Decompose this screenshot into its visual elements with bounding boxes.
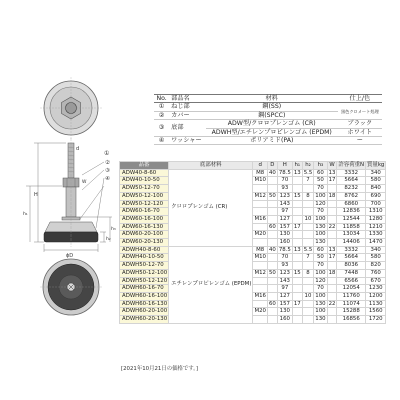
spec-cell-h: 70: [277, 177, 292, 185]
callout-1: ①: [104, 150, 110, 157]
material-cell: エチレンプロピレンゴム (EPDM): [169, 246, 253, 323]
part-material: ADW型/クロロプレンゴム (CR): [206, 120, 338, 128]
spec-cell-h2: [302, 200, 314, 208]
spec-cell-mass: 1210: [366, 223, 386, 231]
spec-cell-h3: 130: [315, 223, 326, 230]
spec-cell-h1: 13: [293, 246, 301, 253]
table-row: [120, 277, 386, 285]
spec-table: [119, 161, 386, 324]
spec-cell-d: M16: [254, 292, 266, 299]
table-row: [120, 239, 386, 247]
spec-cell-h: 160: [277, 239, 292, 247]
spec-cell-h: 78.5: [278, 169, 291, 176]
spec-cell-d: M12: [254, 192, 266, 199]
spec-cell-mass: 820: [366, 262, 386, 270]
spec-cell-d: [267, 292, 277, 300]
spec-cell-h2: 8: [302, 269, 314, 277]
spec-cell-h: 160: [277, 316, 292, 324]
spec-cell-d: [267, 285, 277, 293]
spec-cell-w: [327, 208, 337, 216]
table-row: [120, 169, 386, 177]
dim-thread-label: d: [76, 146, 80, 152]
spec-cell-w: [327, 277, 337, 285]
spec-cell-model: ADW50-12-70: [120, 185, 169, 193]
dim-width-label: W: [82, 180, 87, 185]
table-row: [120, 177, 386, 185]
spec-cell-d: [267, 262, 277, 270]
spec-cell-h3: 100: [315, 269, 326, 276]
spec-cell-model: ADW60-16-100: [120, 215, 169, 223]
spec-cell-model: ADWH40-8-60: [120, 246, 169, 254]
spec-cell-h2: [302, 223, 314, 231]
spec-cell-w: [327, 316, 337, 324]
part-no: ④: [154, 137, 169, 145]
callout-2: ②: [105, 160, 110, 166]
spec-cell-model: ADW60-20-100: [120, 231, 169, 239]
spec-cell-load: 11760: [337, 292, 366, 300]
col-header-d: d: [253, 162, 268, 170]
spec-cell-load: 6860: [337, 200, 366, 208]
spec-cell-mass: 1720: [366, 316, 386, 324]
spec-cell-load: 5664: [337, 254, 366, 262]
spec-cell-load: 12836: [337, 208, 366, 216]
spec-cell-h3: 100: [315, 192, 326, 199]
spec-cell-mass: 340: [366, 169, 386, 177]
spec-cell-h: 143: [277, 277, 292, 285]
spec-cell-d: M10: [254, 177, 266, 184]
spec-cell-h1: [292, 316, 302, 324]
spec-cell-h2: [302, 285, 314, 293]
spec-cell-mass: 840: [366, 185, 386, 193]
part-name: ねじ部: [169, 103, 206, 111]
col-header: 部品名: [169, 95, 206, 103]
spec-cell-h1: [292, 292, 302, 300]
spec-cell-h: 123: [277, 269, 292, 277]
spec-cell-h1: [292, 285, 302, 293]
spec-cell-h2: [302, 308, 314, 316]
part-finish: ブラック: [338, 120, 382, 128]
part-name: カバー: [169, 111, 206, 119]
spec-cell-model: ADWH50-12-70: [120, 262, 169, 270]
spec-cell-h: 70: [277, 254, 292, 262]
spec-cell-h2: [302, 208, 314, 216]
spec-cell-h1: [292, 262, 302, 270]
spec-cell-h2: 7: [302, 177, 314, 185]
spec-cell-h2: [302, 185, 314, 193]
price-note: [2021年10月21日の価格です。]: [121, 366, 199, 372]
spec-cell-mass: 1200: [366, 292, 386, 300]
table-row: [154, 120, 382, 128]
parts-table-header: [154, 95, 382, 103]
spec-cell-mass: 1280: [366, 215, 386, 223]
spec-cell-h2: [302, 316, 314, 324]
spec-cell-h3: 60: [314, 169, 327, 177]
spec-cell-load: 12544: [337, 215, 366, 223]
part-name: ワッシャー: [169, 137, 206, 145]
spec-cell-model: ADWH40-10-50: [120, 254, 169, 262]
spec-cell-d: M16: [254, 215, 266, 222]
spec-cell-h3: 100: [315, 231, 326, 238]
spec-cell-d: 40: [268, 169, 276, 176]
spec-cell-d: M12: [254, 269, 266, 276]
spec-cell-model: ADW40-10-50: [120, 177, 169, 185]
spec-cell-h3: 100: [315, 292, 326, 299]
spec-cell-load: 14406: [337, 239, 366, 247]
spec-cell-d: [267, 231, 277, 239]
spec-cell-d: 60: [268, 300, 276, 307]
spec-cell-h: 130: [277, 308, 292, 316]
spec-cell-mass: 580: [366, 254, 386, 262]
col-header-material: 底部材料: [169, 162, 253, 170]
spec-cell-d: [253, 277, 268, 285]
table-row: [154, 137, 382, 145]
spec-cell-d: M10: [254, 254, 266, 261]
spec-cell-d: 40: [268, 246, 276, 253]
col-header: 材料: [206, 95, 338, 103]
spec-cell-h1: [292, 254, 302, 262]
spec-cell-h: 123: [277, 192, 292, 200]
spec-cell-model: ADW50-12-100: [120, 192, 169, 200]
dim-h1-label: h₁: [23, 212, 28, 217]
spec-cell-mass: 690: [366, 192, 386, 200]
col-header-h3: h₃: [314, 162, 327, 170]
table-row: [120, 185, 386, 193]
col-header-model: 品番: [120, 162, 169, 170]
side-view-drawing: [44, 138, 98, 247]
spec-cell-h3: 50: [314, 254, 327, 262]
spec-cell-d: [267, 200, 277, 208]
spec-cell-w: 18: [328, 269, 336, 276]
spec-cell-d: M8: [253, 169, 268, 177]
table-row: [120, 231, 386, 239]
table-row: [154, 103, 382, 111]
part-material: ADWH型/エチレンプロピレンゴム (EPDM): [206, 128, 338, 136]
spec-cell-w: 13: [328, 169, 336, 176]
spec-cell-load: 15288: [337, 308, 366, 316]
spec-cell-h: 157: [277, 223, 292, 231]
spec-cell-h2: 5.5: [303, 246, 313, 253]
spec-cell-mass: 670: [366, 277, 386, 285]
spec-cell-d: M8: [253, 246, 268, 254]
col-header-h2: h₂: [302, 162, 314, 170]
spec-cell-h1: [292, 208, 302, 216]
spec-cell-d: [267, 177, 277, 185]
spec-cell-h3: 120: [315, 277, 326, 284]
spec-cell-model: ADWH60-20-130: [120, 316, 169, 324]
spec-cell-d: [253, 239, 268, 247]
spec-cell-w: 22: [328, 300, 336, 307]
spec-cell-load: 5664: [337, 177, 366, 185]
part-finish: ー: [338, 137, 382, 145]
spec-cell-model: ADW50-12-120: [120, 200, 169, 208]
spec-cell-w: 18: [328, 192, 336, 199]
spec-cell-h2: 7: [302, 254, 314, 262]
spec-cell-h1: [292, 308, 302, 316]
spec-cell-d: [253, 200, 268, 208]
top-view-drawing: [40, 77, 102, 139]
spec-cell-d: [253, 185, 268, 193]
col-header-diameter: D: [267, 162, 277, 170]
spec-cell-h: 130: [277, 231, 292, 239]
spec-cell-h: 143: [277, 200, 292, 208]
spec-cell-h1: [292, 231, 302, 239]
dim-h3-label: h₃: [111, 227, 116, 232]
spec-cell-h3: 130: [315, 300, 326, 307]
spec-cell-load: 3332: [337, 169, 366, 177]
spec-cell-h2: [302, 300, 314, 308]
spec-cell-load: 11858: [337, 223, 366, 231]
spec-cell-h3: 100: [315, 215, 326, 222]
spec-cell-load: 8762: [337, 192, 366, 200]
spec-cell-load: 12054: [337, 285, 366, 293]
spec-cell-h2: [302, 231, 314, 239]
spec-cell-load: 11074: [337, 300, 366, 308]
spec-cell-h1: [292, 177, 302, 185]
spec-cell-mass: 1310: [366, 208, 386, 216]
spec-cell-w: [327, 262, 337, 270]
spec-cell-d: [253, 208, 268, 216]
spec-cell-mass: 700: [366, 200, 386, 208]
spec-cell-model: ADW60-20-130: [120, 239, 169, 247]
spec-cell-load: 6566: [337, 277, 366, 285]
spec-cell-h1: [292, 185, 302, 193]
spec-cell-mass: 1230: [366, 285, 386, 293]
spec-cell-load: 13034: [337, 231, 366, 239]
spec-cell-mass: 760: [366, 269, 386, 277]
col-header-w: W: [327, 162, 337, 170]
callout-3: ③: [105, 168, 110, 174]
spec-cell-model: ADW60-16-130: [120, 223, 169, 231]
part-no: ②: [154, 111, 169, 119]
spec-cell-d: [253, 300, 268, 308]
parts-table: [154, 94, 382, 145]
spec-cell-model: ADWH50-12-120: [120, 277, 169, 285]
spec-table-header: [120, 162, 386, 170]
bottom-view-drawing: [40, 259, 102, 315]
table-row: [120, 292, 386, 300]
spec-cell-h3: 130: [315, 316, 326, 323]
spec-cell-h3: 100: [315, 308, 326, 315]
part-no: ③: [154, 120, 169, 137]
table-row: [120, 192, 386, 200]
part-finish: 黒色クロメート処理: [338, 103, 382, 120]
table-row: [120, 262, 386, 270]
spec-cell-h3: 70: [314, 262, 327, 270]
spec-cell-h1: 15: [293, 269, 301, 276]
spec-cell-h1: [292, 239, 302, 247]
spec-cell-h3: 60: [314, 246, 327, 254]
spec-cell-model: ADWH60-16-100: [120, 292, 169, 300]
table-row: [120, 254, 386, 262]
col-header: No.: [154, 95, 169, 103]
spec-cell-h2: 10: [302, 292, 314, 300]
spec-table-body: [120, 169, 386, 323]
spec-cell-h3: 50: [314, 177, 327, 185]
spec-cell-d: [267, 254, 277, 262]
spec-cell-d: 60: [268, 223, 276, 230]
spec-cell-load: 3332: [337, 246, 366, 254]
spec-cell-h1: 17: [293, 223, 301, 230]
spec-cell-h: 127: [277, 215, 292, 223]
spec-cell-d: [267, 215, 277, 223]
spec-cell-h1: 17: [293, 300, 301, 307]
spec-cell-model: ADWH50-12-100: [120, 269, 169, 277]
spec-cell-mass: 1470: [366, 239, 386, 247]
spec-cell-d: [253, 262, 268, 270]
dim-h2-label: h₂: [106, 237, 111, 242]
part-material: ポリアミド(PA): [206, 137, 338, 145]
spec-cell-d: [253, 285, 268, 293]
col-header-h1: h₁: [292, 162, 302, 170]
spec-cell-h2: 5.5: [303, 169, 313, 176]
spec-cell-load: 8036: [337, 262, 366, 270]
col-header-mass: 質量kg: [367, 162, 385, 168]
spec-cell-w: [327, 292, 337, 300]
table-row: [120, 200, 386, 208]
spec-cell-w: [327, 239, 337, 247]
spec-cell-load: 7448: [337, 269, 366, 277]
spec-cell-mass: 1130: [366, 300, 386, 308]
spec-cell-h: 127: [277, 292, 292, 300]
spec-cell-model: ADWH60-20-100: [120, 308, 169, 316]
spec-cell-h2: [302, 262, 314, 270]
spec-cell-d: M20: [254, 231, 266, 238]
spec-cell-mass: 1330: [366, 231, 386, 239]
spec-cell-h1: [292, 215, 302, 223]
spec-cell-model: ADWH60-16-130: [120, 300, 169, 308]
spec-cell-w: 13: [328, 246, 336, 253]
spec-cell-mass: 340: [366, 246, 386, 254]
spec-cell-h2: 8: [302, 192, 314, 200]
spec-cell-w: [327, 215, 337, 223]
spec-cell-h: 97: [277, 285, 292, 293]
spec-cell-d: [267, 316, 277, 324]
spec-cell-d: [267, 239, 277, 247]
spec-cell-h1: [292, 277, 302, 285]
spec-cell-w: 17: [328, 177, 336, 184]
spec-cell-w: 17: [328, 254, 336, 261]
spec-cell-w: [327, 231, 337, 239]
spec-cell-w: [327, 308, 337, 316]
spec-cell-h3: 70: [314, 185, 327, 193]
spec-cell-mass: 1560: [366, 308, 386, 316]
table-row: [120, 208, 386, 216]
col-header-height: H: [277, 162, 292, 170]
spec-cell-h: 93: [277, 185, 292, 193]
spec-cell-model: ADW40-8-60: [120, 169, 169, 177]
spec-cell-d: [253, 223, 268, 231]
callout-4: ④: [105, 176, 110, 182]
table-row: [120, 269, 386, 277]
table-row: [120, 246, 386, 254]
spec-cell-w: 22: [328, 223, 336, 230]
spec-cell-load: 16856: [337, 316, 366, 324]
spec-cell-w: [327, 185, 337, 193]
spec-cell-h2: [302, 239, 314, 247]
table-row: [120, 223, 386, 231]
spec-cell-h3: 130: [315, 239, 326, 246]
spec-cell-h2: [302, 277, 314, 285]
spec-cell-model: ADW60-16-70: [120, 208, 169, 216]
spec-cell-h1: 15: [293, 192, 301, 199]
spec-cell-h3: 120: [315, 200, 326, 207]
part-material: 鋼(SPCC): [206, 111, 338, 119]
part-name: 底部: [169, 120, 206, 137]
col-header: 仕上/色: [338, 95, 382, 103]
spec-cell-d: [267, 308, 277, 316]
spec-cell-h2: 10: [302, 215, 314, 223]
spec-cell-d: 50: [268, 269, 276, 276]
spec-cell-h: 78.5: [278, 246, 291, 253]
col-header-load: 許容荷重N: [338, 162, 365, 168]
dim-height-label: H: [34, 192, 38, 198]
table-row: [120, 300, 386, 308]
table-row: [120, 215, 386, 223]
material-cell: クロロプレンゴム (CR): [169, 169, 253, 246]
spec-cell-w: [327, 200, 337, 208]
part-no: ①: [154, 103, 169, 111]
part-finish: ホワイト: [338, 128, 382, 136]
spec-cell-h3: 70: [314, 208, 327, 216]
spec-cell-h: 93: [277, 262, 292, 270]
part-material: 鋼(SS): [206, 103, 338, 111]
table-row: [120, 308, 386, 316]
spec-cell-mass: 580: [366, 177, 386, 185]
spec-cell-model: ADWH60-16-70: [120, 285, 169, 293]
spec-cell-d: [267, 208, 277, 216]
spec-cell-h1: 13: [293, 169, 301, 176]
spec-cell-load: 8232: [337, 185, 366, 193]
spec-cell-d: M20: [254, 308, 266, 315]
spec-cell-h1: [292, 200, 302, 208]
spec-cell-h: 97: [277, 208, 292, 216]
table-row: [120, 316, 386, 324]
spec-cell-w: [327, 285, 337, 293]
spec-cell-h: 157: [277, 300, 292, 308]
table-row: [120, 285, 386, 293]
spec-cell-d: [267, 185, 277, 193]
spec-cell-d: [253, 316, 268, 324]
dim-diameter-label: ϕD: [66, 253, 74, 259]
spec-cell-h3: 70: [314, 285, 327, 293]
spec-cell-d: [267, 277, 277, 285]
spec-cell-d: 50: [268, 192, 276, 199]
